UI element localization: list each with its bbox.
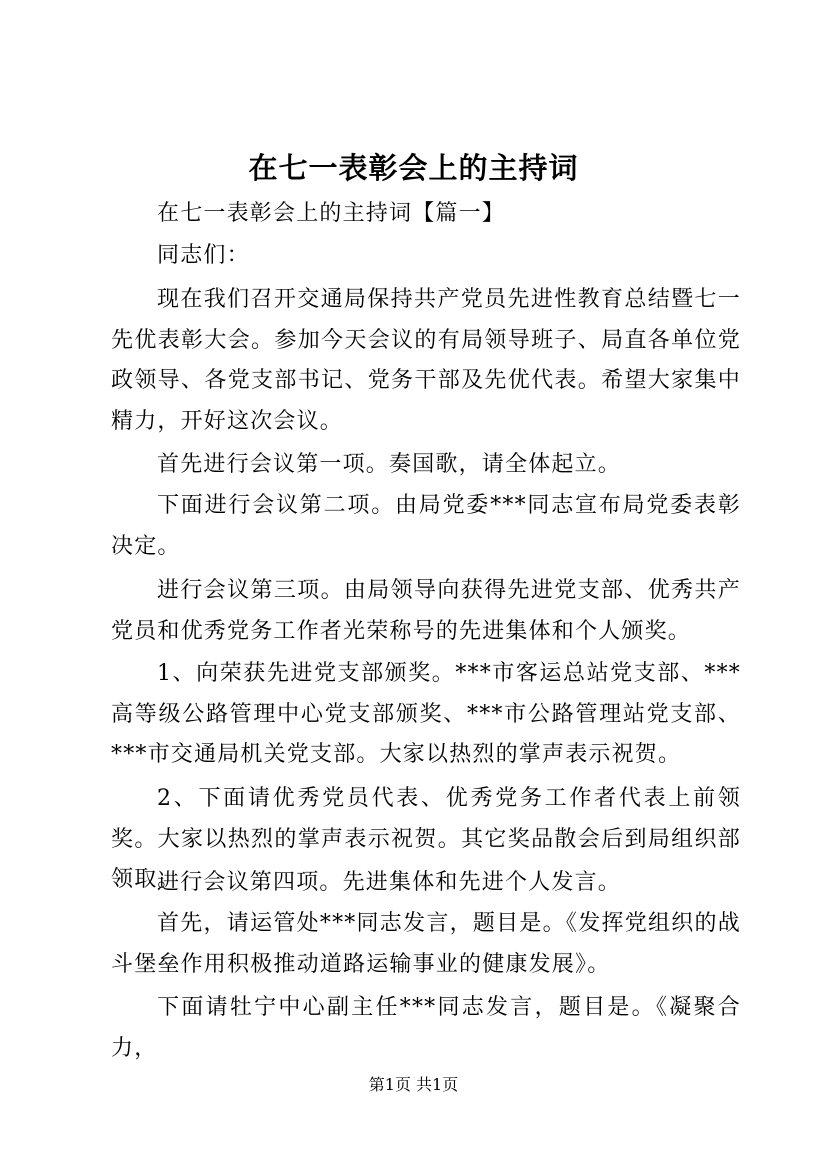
paragraph-salutation: 同志们： [157,243,250,268]
paragraph-item-1: 首先进行会议第一项。奏国歌，请全体起立。 [157,452,622,477]
paragraph-speech-2: 下面请牡宁中心副主任***同志发言，题目是。《凝聚合力， [111,995,741,1061]
page-footer: 第1页 共1页 [368,1075,459,1094]
paragraph-item-3: 进行会议第三项。由局领导向获得先进党支部、优秀共产党员和优秀党务工作者光荣称号的先进集体和个人颁奖。 [111,578,741,644]
paragraph-subtitle: 在七一表彰会上的主持词【篇一】 [157,201,506,226]
paragraph-award-1: 1、向荣获先进党支部颁奖。***市客运总站党支部、***高等级公路管理中心党支部颁奖、***市公路管理站党支部、***市交通局机关党支部。大家以热烈的掌声表示祝贺。 [111,661,741,767]
paragraph-award-2: 2、下面请优秀党员代表、优秀党务工作者代表上前领奖。大家以热烈的掌声表示祝贺。其它奖品散会后到局组织部领取。 [111,786,741,892]
document-title: 在七一表彰会上的主持词 [248,151,579,185]
paragraph-opening: 现在我们召开交通局保持共产党员先进性教育总结暨七一先优表彰大会。参加今天会议的有局领导班子、局直各单位党政领导、各党支部书记、党务干部及先优代表。希望大家集中精力，开好这次会议。 [111,287,741,434]
paragraph-item-2: 下面进行会议第二项。由局党委***同志宣布局党委表彰决定。 [111,493,741,559]
paragraph-speech-1: 首先，请运管处***同志发言，题目是。《发挥党组织的战斗堡垒作用积极推动道路运输事业的健康发展》。 [111,911,741,977]
paragraph-item-4: 进行会议第四项。先进集体和先进个人发言。 [157,870,622,895]
